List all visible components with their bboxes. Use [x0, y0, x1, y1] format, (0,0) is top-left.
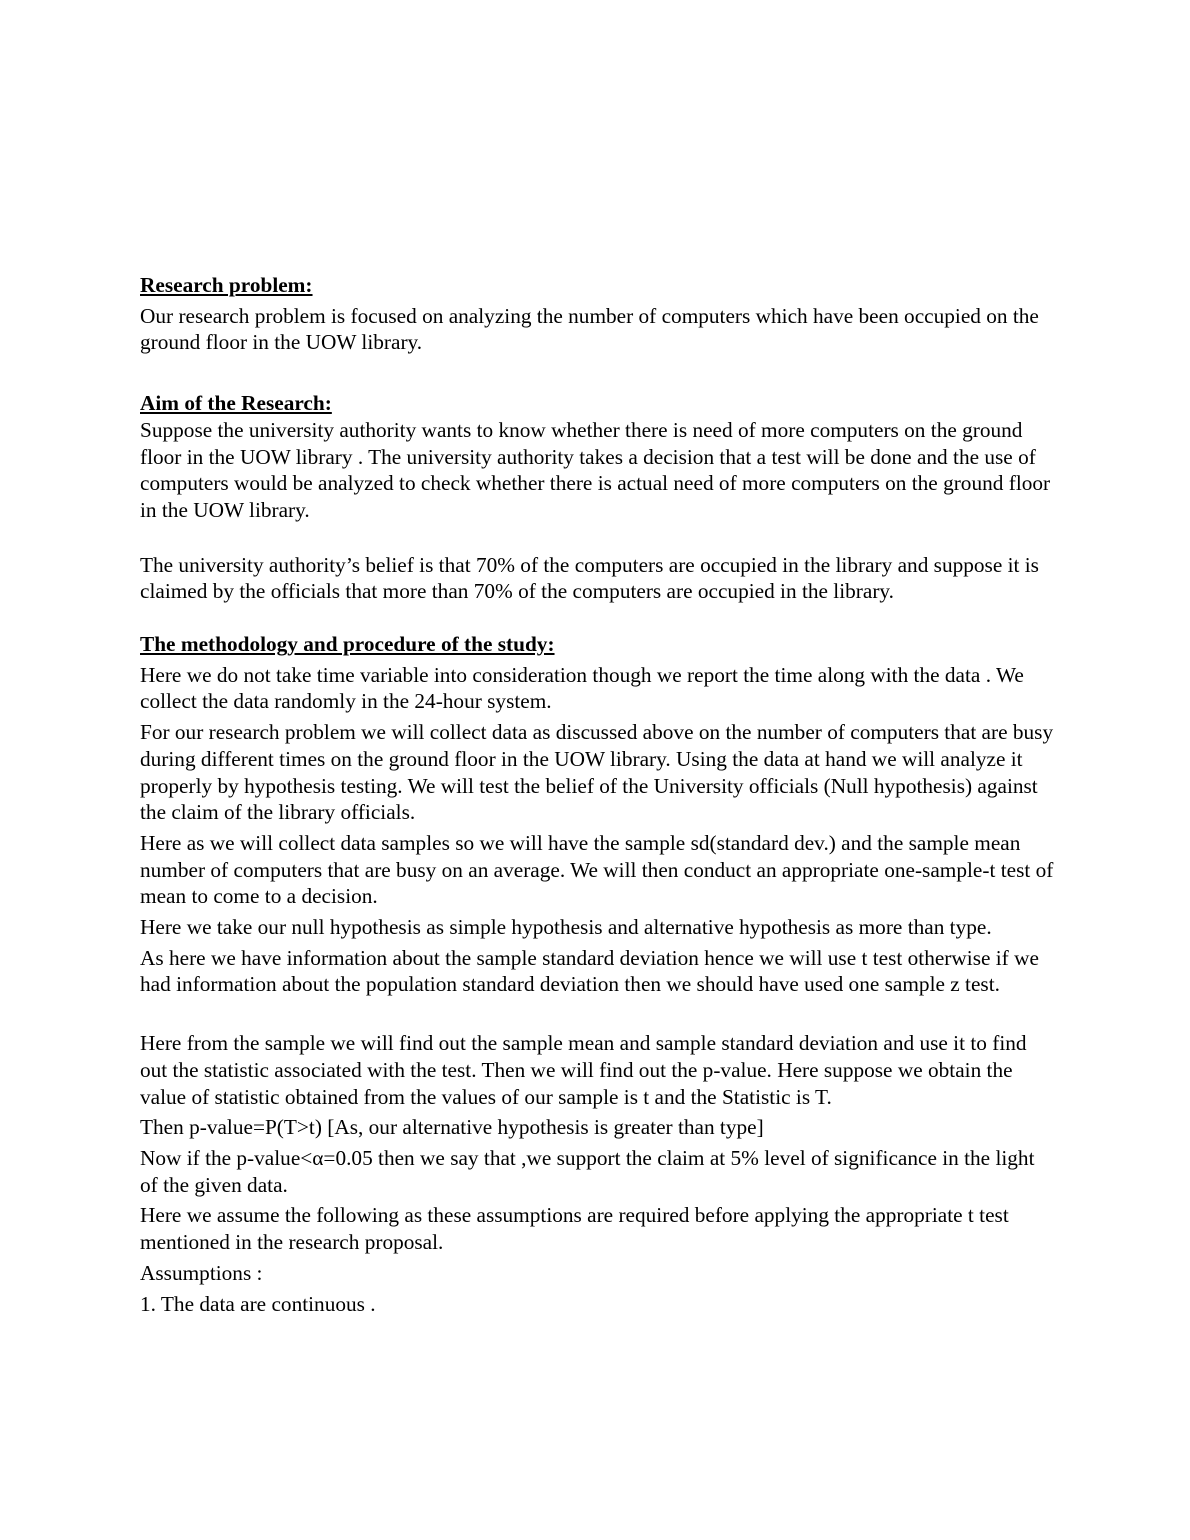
methodology-paragraph-9: Here we assume the following as these assumptions are required before applying the appropriate t test mentioned in the research proposal. — [140, 1203, 1009, 1255]
research-problem-text: Our research problem is focused on analyzing the number of computers which have been occupied on the ground floor in the UOW library. — [140, 303, 1039, 355]
assumptions-label: Assumptions : — [140, 1260, 263, 1285]
aim-heading: Aim of the Research: — [140, 391, 332, 416]
methodology-paragraph-6: Here from the sample we will find out the sample mean and sample standard deviation and use it to find out the statistic associated with the test. Then we will find out the p-value. Here suppose we obtain the value of statistic obtained from the values of our sample is t and the Statistic is T. — [140, 1031, 1027, 1109]
research-problem-heading: Research problem: — [140, 273, 313, 297]
methodology-paragraph-5: As here we have information about the sample standard deviation hence we will use t test otherwise if we had information about the population standard deviation then we should have used one sample z test. — [140, 945, 1039, 997]
methodology-paragraph-1: Here we do not take time variable into consideration though we report the time along with the data . We collect the data randomly in the 24-hour system. — [140, 662, 1024, 714]
methodology-paragraph-4: Here we take our null hypothesis as simple hypothesis and alternative hypothesis as more than type. — [140, 915, 992, 940]
aim-paragraph-2: The university authority’s belief is that 70% of the computers are occupied in the library and suppose it is claimed by the officials that more than 70% of the computers are occupied in the library. — [140, 552, 1039, 604]
methodology-paragraph-3: Here as we will collect data samples so we will have the sample sd(standard dev.) and the sample mean number of computers that are busy on an average. We will then conduct an appropriate one-sample-t test of mean to come to a decision. — [140, 830, 1054, 909]
document-page — [140, 272, 1055, 1317]
methodology-paragraph-7: Then p-value=P(T>t) [As, our alternative hypothesis is greater than type] — [140, 1115, 764, 1140]
assumption-item-1: 1. The data are continuous . — [140, 1291, 376, 1316]
methodology-paragraph-2: For our research problem we will collect data as discussed above on the number of computers that are busy during different times on the ground floor in the UOW library. Using the data at hand we will analyze it properly by hypothesis testing. We will test the belief of the University officials (Null hypothesis) against the claim of the library officials. — [140, 720, 1054, 825]
methodology-heading: The methodology and procedure of the study: — [140, 632, 555, 657]
aim-paragraph-1: Suppose the university authority wants to know whether there is need of more computers on the ground floor in the UOW library . The university authority takes a decision that a test will be done and the use of computers would be analyzed to check whether there is actual need of more computers on the ground floor in the UOW library. — [140, 417, 1051, 522]
methodology-paragraph-8: Now if the p-value<α=0.05 then we say that ,we support the claim at 5% level of significance in the light of the given data. — [140, 1145, 1035, 1197]
